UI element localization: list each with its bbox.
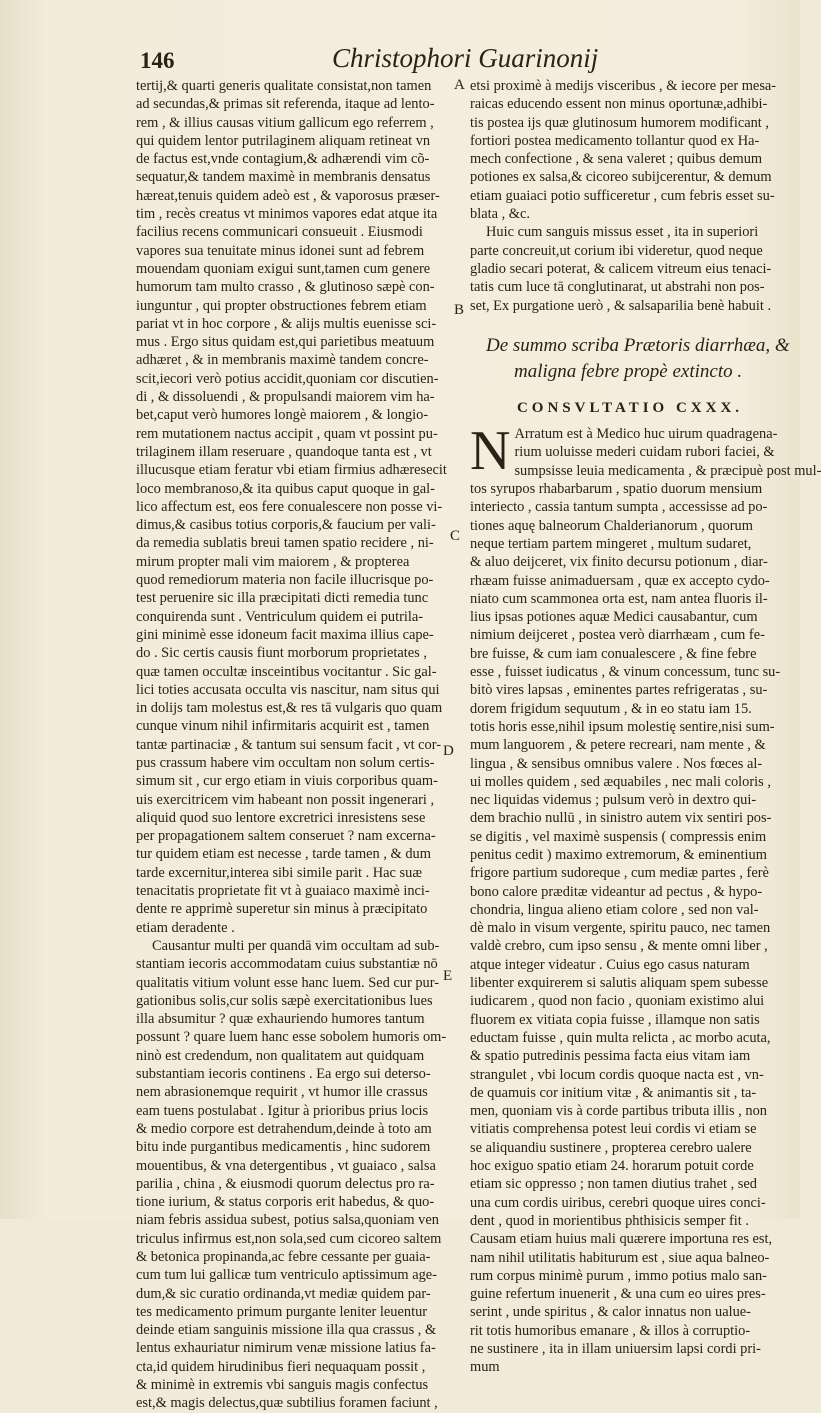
text-line: de quamuis cor initium vitæ , & animantis sit , ta-: [470, 1084, 757, 1101]
text-line: parilia , china , & eiusmodi quorum delectus pro ra-: [136, 1175, 435, 1192]
text-line: rhæam fuisse animaduersam , quæ ex accepto cydo-: [470, 572, 770, 589]
text-line: hæreat,tenuis quidem adeò est , & vaporosus præser-: [136, 187, 440, 204]
text-line: nimium deijceret , postea verò diarrhæam , cum fe-: [470, 627, 765, 644]
text-line: quæ tamen occultæ insceintibus vocitantur . Sic gal-: [136, 663, 437, 680]
text-line: dente re apprimè superetur sin minus à præcipitato: [136, 901, 428, 918]
text-line: pus crassum habere vim occultam non solum certis-: [136, 754, 435, 771]
text-line: iudicarem , quod non facio , quoniam existimo alui: [470, 993, 765, 1010]
text-line: fortiori postea medicamento tollantur quod ex Ha-: [470, 132, 760, 149]
text-line: rem , & illius causas vitium gallicum ego referrem ,: [136, 114, 434, 131]
text-line: eductam fuisse , quin multa relicta , ac morbo acuta,: [470, 1029, 771, 1046]
text-line: totis horis esse,nihil ipsum molestię sentire,nisi sum-: [470, 718, 775, 735]
text-line: bet,caput verò humores longè maiorem , & longio-: [136, 407, 429, 424]
text-line: mouendam quoniam exigui sunt,tamen cum genere: [136, 260, 431, 277]
right-column-body-text: [470, 420, 821, 1376]
text-line: possunt ? quare luem hanc esse sobolem humoris om-: [136, 1029, 447, 1046]
text-line: tatis cum luce tā conglutinarat, ut abstrahi non pos-: [470, 279, 765, 296]
text-line: gationibus solis,cur solis sæpè exercitationibus lues: [136, 992, 433, 1009]
text-line: dimus,& casibus totius corporis,& faucium per vali-: [136, 517, 436, 534]
text-line: test peruenire sic illa præcipitati dicti remedia tunc: [136, 590, 429, 607]
text-line: dem brachio nullū , in sinistro autem vix sentiri pos-: [470, 810, 772, 827]
text-line: do . Sic certis causis fiunt morborum proprietates ,: [136, 645, 427, 662]
text-line: quod remediorum materia non facile illucrisque po-: [136, 572, 434, 589]
consultation-heading-line2: maligna febre propè extincto .: [514, 360, 743, 382]
margin-marker-e: E: [443, 968, 453, 984]
text-line: potiones ex salsa,& cicoreo subijcerentur, & demum: [470, 169, 772, 186]
text-line: Huic cum sanguis missus esset , ita in superiori: [486, 224, 759, 241]
text-line: strangulet , vbi locum cordis quoque nacta est , vn-: [470, 1066, 764, 1083]
text-line: lentus exhauriatur nimirum venæ missione latius fa-: [136, 1340, 436, 1357]
text-line: de factus est,vnde contagium,& adhærendi vim cõ-: [136, 151, 430, 168]
running-head: Christophori Guarinonij: [332, 43, 599, 73]
text-line: tim , recès creatus vt minimos vapores edat atque ita: [136, 206, 438, 223]
text-line: & minimè in extremis vbi sanguis magis confectus: [136, 1377, 429, 1394]
text-line: lico affectum est, eos fere conualescere non posse vi-: [136, 498, 443, 515]
text-line: sumpsisse leuia medicamenta , & præcipuè post mul-: [514, 462, 821, 479]
text-line: tur quidem etiam est necesse , tarde tamen , & dum: [136, 846, 431, 863]
text-line: iunguntur , qui propter obstructiones febrem etiam: [136, 297, 427, 314]
text-line: deinde etiam sanguinis missione illa qua crassus , &: [136, 1322, 437, 1339]
margin-marker-a: A: [454, 77, 465, 93]
text-line: etsi proximè à medijs visceribus , & iecore per mesa-: [470, 78, 777, 94]
text-line: lingua , & sensibus omnibus valere . Nos fœces al-: [470, 755, 763, 772]
text-line: nem abrasionemque requirit , vt humor ille crassus: [136, 1084, 428, 1101]
text-line: facilius recens communicari consueuit . Eiusmodi: [136, 224, 423, 241]
text-line: tiones aquę balneorum Chalderianorum , quorum: [470, 517, 753, 534]
text-line: tertij,& quarti generis qualitate consistat,non tamen: [136, 78, 432, 94]
text-line: se aliquandiu sustinere , propterea cerebro ualere: [470, 1139, 752, 1156]
text-line: substantiam iecoris continens . Ea ergo sui deterso-: [136, 1066, 431, 1083]
text-line: valdè crebro, cum ipso sensu , & mente omni liber ,: [470, 938, 768, 955]
text-line: dent , quod in morientibus phthisicis semper fit .: [470, 1212, 749, 1229]
text-line: rum corpus minimè purum , immo potius malo san-: [470, 1267, 767, 1284]
right-text-column: [470, 77, 821, 1377]
text-line: dum,& sic curatio ordinanda,vt mediæ quidem par-: [136, 1285, 431, 1302]
text-line: raicas educendo essent non minus oportunæ,adhibi-: [470, 96, 768, 113]
text-line: hoc exiguo spatio etiam 24. horarum potuit corde: [470, 1158, 754, 1175]
text-line: mum languorem , & petere recreari, nam mente , &: [470, 737, 766, 754]
text-line: dè malo in visum vergente, spiritu pauco, nec tamen: [470, 920, 771, 937]
text-line: cum tum lui gallicæ tum ventriculo aptissimum age-: [136, 1267, 437, 1284]
text-line: triculus infirmus est,non sola,sed cum cicoreo saltem: [136, 1230, 442, 1247]
margin-marker-c: C: [450, 528, 461, 544]
text-line: est,& magis delectus,quæ subtilius foramen faciunt ,: [136, 1395, 438, 1412]
text-line: bitu inde purgantibus medicamentis , hinc sudorem: [136, 1139, 431, 1156]
text-line: guine refertum inuenerit , & una cum eo uires pres-: [470, 1286, 766, 1303]
text-line: nec liquidas videmus ; pulsum verò in dextro qui-: [470, 792, 757, 809]
text-line: simum sit , cur ergo etiam in viuis corporibus quam-: [136, 773, 438, 790]
text-line: aliquid quod suo lentore excretrici inresistens sese: [136, 809, 426, 826]
text-line: cunque vinum nihil infirmitaris acquirit est , tamen: [136, 718, 430, 735]
text-line: qualitatis vitium volunt esse hanc luem. Sed cur pur-: [136, 974, 440, 991]
text-line: vapores sua tenuitate minus idonei sunt ad febrem: [136, 242, 425, 259]
text-line: & aluo deijceret, vix finito decursu potionum , diar-: [470, 554, 768, 571]
text-line: set, Ex purgatione uerò , & salsaparilia benè habuit .: [470, 297, 772, 314]
text-line: tos syrupos rhabarbarum , spatio duorum mensium: [470, 481, 763, 498]
text-line: humorum tam multo crasso , & glutinoso sæpè con-: [136, 279, 435, 296]
text-line: libenter exquirerem si salutis aliquam spem subesse: [470, 975, 769, 992]
text-line: etiam deradente .: [136, 919, 235, 936]
text-line: illucusque etiam feratur vbi etiam firmius adhæresecit: [136, 462, 447, 479]
text-line: Arratum est à Medico huc uirum quadragena-: [514, 426, 778, 443]
text-line: parte concreuit,ut corium ibi videretur, quod neque: [470, 242, 763, 259]
text-line: se digitis , vel maximè suspensis ( compressis enim: [470, 828, 767, 845]
text-line: frigore partium sudoreque , cum mediæ partes , ferè: [470, 865, 769, 882]
text-line: blata , &c.: [470, 206, 530, 223]
text-line: Causantur multi per quandā vim occultam ad sub-: [152, 937, 440, 954]
page-number: 146: [140, 48, 175, 73]
text-line: da remedia sublatis breui tamen spatio recidere , ni-: [136, 535, 434, 552]
text-line: esse , fuisset iudicatus , & vinum concessum, tunc su-: [470, 664, 781, 681]
consultation-number: CONSVLTATIO CXXX.: [516, 399, 744, 416]
text-line: & medio corpore est detrahendum,deinde à toto am: [136, 1120, 432, 1137]
text-line: mouentibus, & vna detergentibus , vt guaiaco , salsa: [136, 1157, 436, 1174]
text-line: tione iurium, & status corporis erit habedus, & quo-: [136, 1194, 435, 1211]
text-line: etiam guaiaci potio sufficeretur , cum febris esset su-: [470, 187, 775, 204]
text-line: lici toties accusata occulta vis nascitur, nam situs qui: [136, 681, 440, 698]
text-line: trilaginem illam reseruare , quandoque tanta est , vt: [136, 443, 432, 460]
text-line: serint , unde spiritus , & calor innatus non ualue-: [470, 1304, 751, 1321]
text-line: per propagationem saltem conseruet ? nam excerna-: [136, 828, 436, 845]
text-line: stantiam iecoris accommodatam cuius substantiæ nō: [136, 956, 438, 973]
text-line: chondria, lingua alieno etiam colore , sed non val-: [470, 901, 759, 918]
text-line: bono calore præditæ videantur ad pectus , & hypo-: [470, 883, 763, 900]
text-line: adhæret , & in membranis maximè tandem concre-: [136, 352, 429, 369]
text-line: interiecto , cassia tantum sumpta , accessisse ad po-: [470, 499, 768, 516]
text-line: gini minimè esse idoneum facit maxima illius cape-: [136, 626, 434, 643]
text-line: conquirenda sunt . Ventriculum quidem ei putrila-: [136, 608, 424, 625]
margin-marker-d: D: [443, 743, 454, 759]
text-line: rium uoluisse mederi cuidam rubori faciei, &: [514, 444, 775, 461]
text-line: atque integer videatur . Cuius ego casus naturam: [470, 956, 750, 973]
text-line: illa absumitur ? quæ exhauriendo humores tantum: [136, 1011, 425, 1028]
text-line: dorem frigidum sequutum , & in eo statu iam 15.: [470, 700, 752, 717]
consultation-heading-line1: De summo scriba Prætoris diarrhæa, &: [486, 334, 790, 356]
text-line: bitò vires lapsas , eminentes partes refrigeratas , su-: [470, 682, 768, 699]
text-line: mus . Ergo situs quidam est,qui parietibus meatuum: [136, 334, 435, 351]
text-line: ninò est credendum, non qualitatem aut quidquam: [136, 1047, 425, 1064]
text-line: fluorem ex vitiata copia fuisse , illamque non satis: [470, 1011, 760, 1028]
right-column-top-text: [470, 77, 790, 315]
text-line: ne sustinere , ita in illam uniuersim lapsi cordi pri-: [470, 1341, 761, 1357]
text-line: gladio secari poterat, & calicem vitreum eius tenaci-: [470, 260, 772, 277]
text-line: qui quidem lentor putrilaginem aliquam retineat vn: [136, 132, 431, 149]
text-line: nam nihil utilitatis habiturum est , siue aqua balneo-: [470, 1249, 770, 1266]
text-line: cta,id quidem hirudinibus fieri nequaquam possit ,: [136, 1358, 426, 1375]
text-line: neque tertiam partem mingeret , multum sudaret,: [470, 535, 752, 552]
text-line: tarde excernitur,interea sibi simile parit . Hac suæ: [136, 864, 422, 881]
text-line: mum: [470, 1359, 500, 1376]
text-line: una cum cordis uiribus, cerebri quoque uires conci-: [470, 1194, 766, 1211]
text-line: Causam etiam huius mali quærere importuna res est,: [470, 1231, 773, 1248]
text-line: eam tuens postulabat . Igitur à prioribus prius locis: [136, 1102, 429, 1119]
text-line: vitiatis comprehensa potest leui cordis vi etiam se: [470, 1121, 757, 1138]
left-text-column: [136, 77, 449, 1413]
text-line: & betonica propinanda,ac febre cessante per guaia-: [136, 1249, 431, 1265]
text-line: uis exercitricem vim habeant non possit ingenerari ,: [136, 791, 435, 808]
text-line: tes medicamento primum purgante leniter leuentur: [136, 1303, 428, 1320]
text-line: penitus cedit ) maximo extremorum, & eminentium: [470, 846, 767, 863]
text-line: mech confectione , & sena valeret ; quibus demum: [470, 151, 763, 168]
text-line: in dolijs tam molestus est,& res tā vulgaris quo quam: [136, 700, 443, 717]
drop-cap-initial: N: [470, 420, 511, 483]
text-line: sequatur,& tandem maximè in membranis densatus: [136, 169, 431, 186]
text-line: bre fuisse, & cum iam conualescere , & fine febre: [470, 645, 757, 662]
text-line: ad secundas,& primas sit referenda, itaque ad lento-: [136, 96, 435, 113]
margin-marker-b: B: [454, 302, 465, 318]
text-line: scit,iecori verò potius accidit,quoniam cor discutien-: [136, 370, 439, 387]
text-line: di , & dissoluendi , & propulsandi maiorem vim ha-: [136, 389, 435, 406]
text-line: loco membranoso,& ita quibus caput quoque in gal-: [136, 480, 435, 497]
text-line: pariat vt in hoc corpore , & alijs multis euenisse sci-: [136, 315, 437, 332]
text-line: rit totis humoribus emanare , & illos à corruptio-: [470, 1322, 751, 1339]
text-line: niato cum scammonea orta est, nam antea fluoris il-: [470, 590, 768, 607]
text-line: & spatio putredinis pessima facta eius vitam iam: [470, 1048, 751, 1065]
text-line: lius ipsas potiones aquæ Medici causabantur, cum: [470, 609, 758, 626]
text-line: tantæ partinaciæ , & tantum sui sensum facit , vt cor-: [136, 736, 442, 753]
text-line: etiam sic oppresso ; non tamen diutius trahet , sed: [470, 1176, 757, 1193]
text-line: tenacitatis proprietate fit vt à guaiaco maximè inci-: [136, 883, 430, 900]
text-line: rem mutationem nactus accipit , quam vt possint pu-: [136, 425, 438, 442]
text-line: men, quoniam vis à corde partibus tributa illis , non: [470, 1103, 767, 1120]
text-line: ui molles quidem , sed æquabiles , nec mali coloris ,: [470, 773, 771, 790]
text-line: tis postea ijs quæ glutinosum humorem modificant ,: [470, 114, 769, 131]
text-line: mirum propter mali vim maiorem , & propterea: [136, 553, 410, 570]
text-line: niam febris assidua subest, potius salsa,quoniam ven: [136, 1212, 439, 1229]
